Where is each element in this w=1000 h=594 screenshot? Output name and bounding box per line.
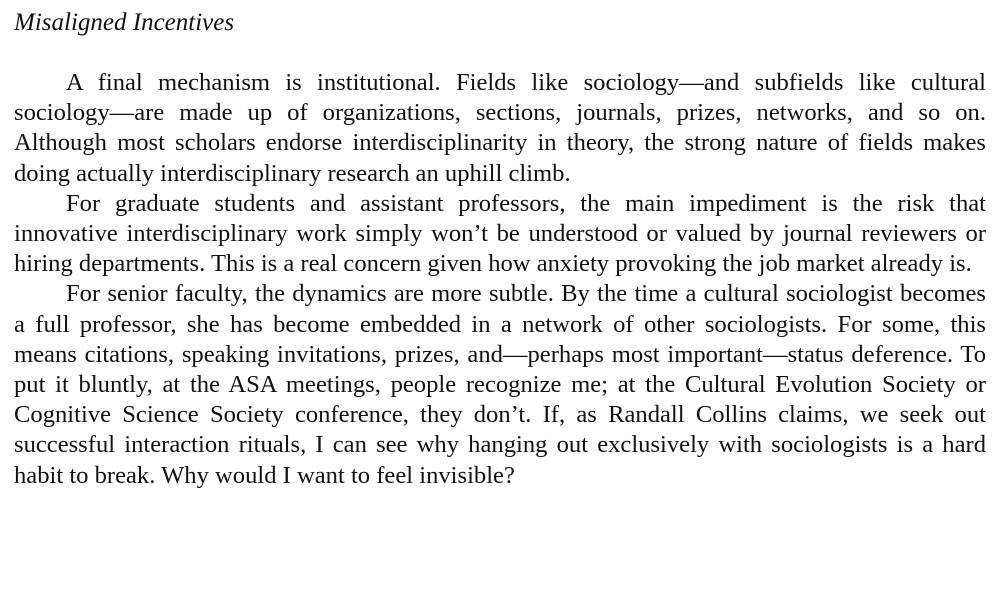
paragraph-graduate-students: For graduate students and assistant professors, the main impediment is the risk that innovative interdisciplinary work simply won’t be understood or valued by journal reviewers or hiring departments. This is a real concern given how anxiety provoking the job market already is. — [14, 189, 986, 278]
paragraph-institutional-mechanism: A final mechanism is institutional. Fields like sociology—and subfields like cultural sociology—are made up of organizations, sections, journals, prizes, networks, and so on. Although most scholars endorse interdisciplinarity in theory, the strong nature of fields makes doing actually interdisciplinary research an uphill climb. — [14, 69, 986, 187]
section-heading: Misaligned Incentives — [14, 9, 235, 36]
body-text — [14, 68, 986, 491]
paragraph-senior-faculty: For senior faculty, the dynamics are more subtle. By the time a cultural sociologist becomes a full professor, she has become embedded in a network of other sociologists. For some, this means citations, speaking invitations, prizes, and—perhaps most important—status deference. To put it bluntly, at the ASA meetings, people recognize me; at the Cultural Evolution Society or Cognitive Science Society conference, they don’t. If, as Randall Collins claims, we seek out successful interaction rituals, I can see why hanging out exclusively with sociologists is a hard habit to break. Why would I want to feel invisible? — [14, 280, 986, 489]
